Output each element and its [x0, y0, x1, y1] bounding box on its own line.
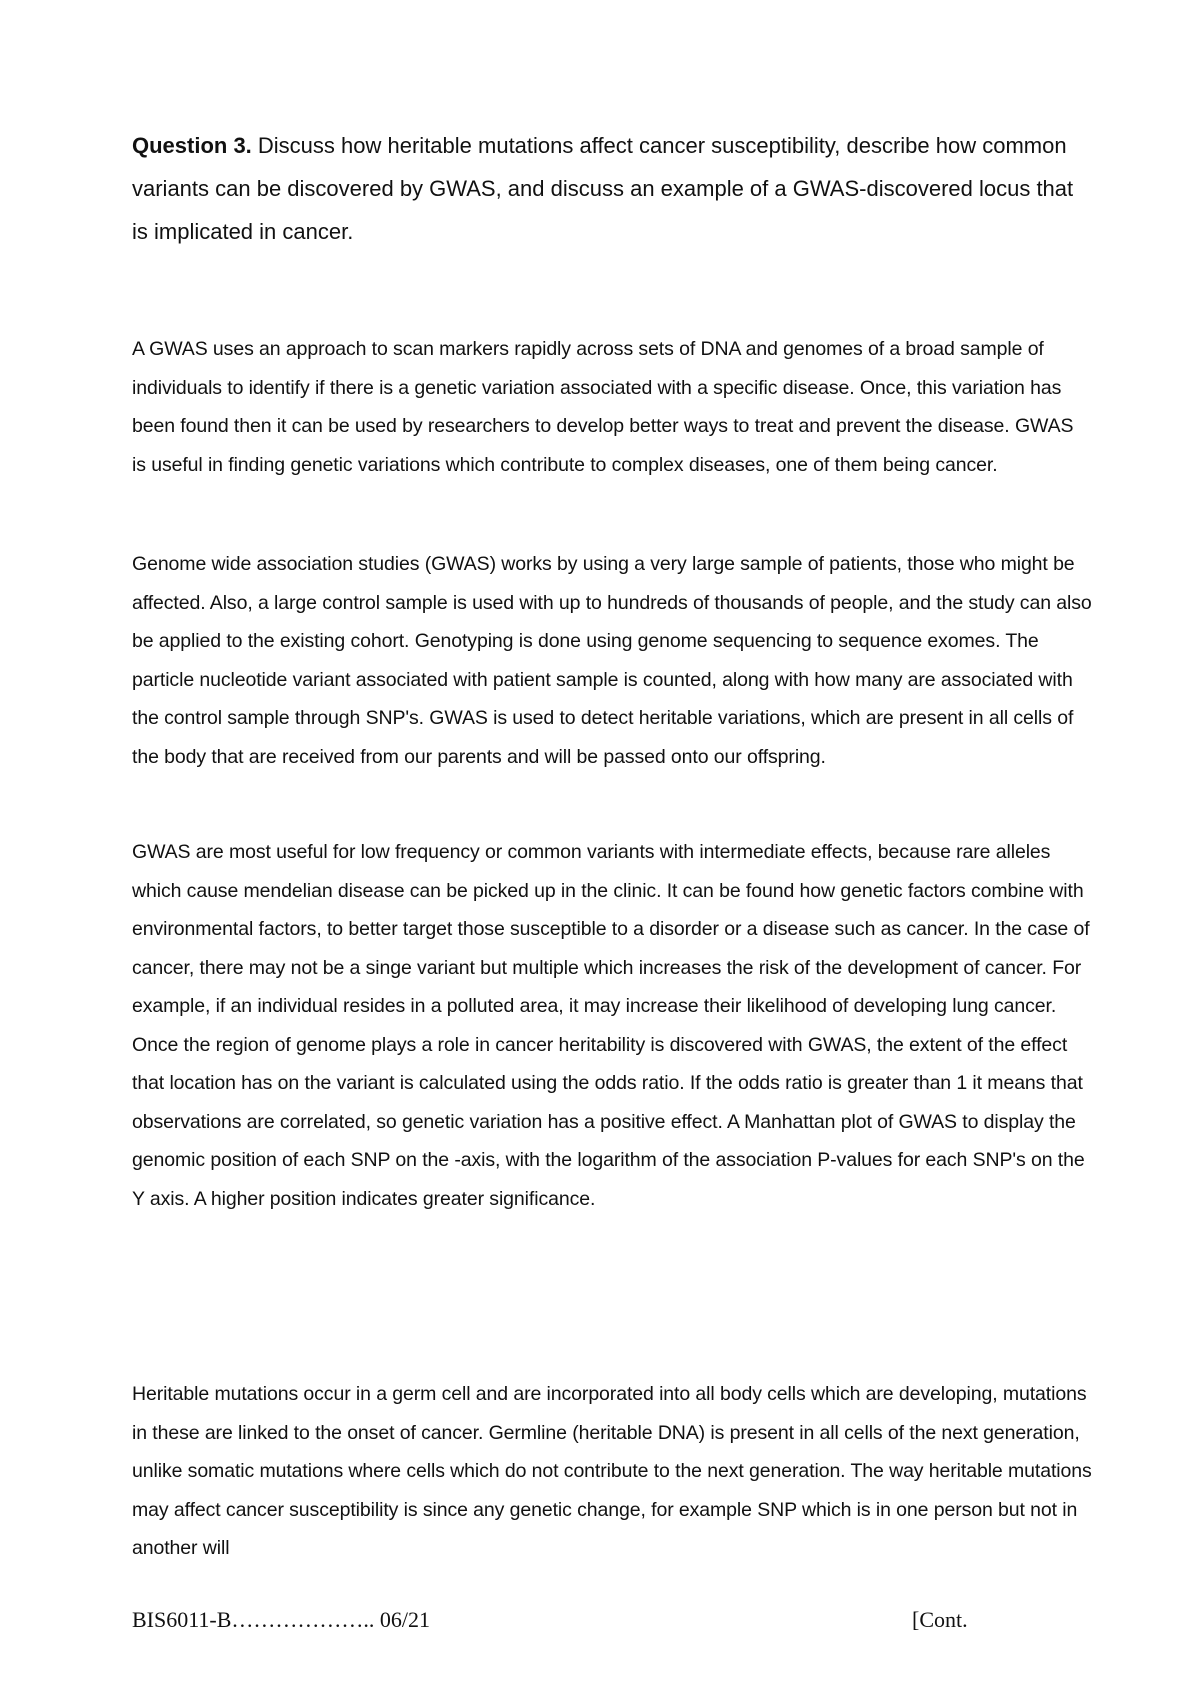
body-paragraph: A GWAS uses an approach to scan markers rapidly across sets of DNA and genomes of a broad sample of individuals to identify if there is a genetic variation associated with a specific disease. Once, this variation has been found then it can be used by researchers to develop better ways to treat and prevent the disease. GWAS is useful in finding genetic variations which contribute to complex diseases, one of them being cancer.	[132, 338, 1074, 476]
body-paragraph: Genome wide association studies (GWAS) works by using a very large sample of patients, those who might be affected. Also, a large control sample is used with up to hundreds of thousands of people, and the study can also be applied to the existing cohort. Genotyping is done using genome sequencing to sequence exomes. The particle nucleotide variant associated with patient sample is counted, along with how many are associated with the control sample through SNP's. GWAS is used to detect heritable variations, which are present in all cells of the body that are received from our parents and will be passed onto our offspring.	[132, 553, 1092, 768]
question-number: Question 3.	[132, 133, 252, 158]
question-text: Discuss how heritable mutations affect cancer susceptibility, describe how common variants can be discovered by GWAS, and discuss an example of a GWAS-discovered locus that is implicated in cancer.	[132, 133, 1074, 244]
module-code: BIS6011-B……………….. 06/21	[132, 1607, 431, 1632]
continued-marker: [Cont.	[912, 1607, 968, 1632]
body-paragraph: Heritable mutations occur in a germ cell and are incorporated into all body cells which are developing, mutations in these are linked to the onset of cancer. Germline (heritable DNA) is present in all cells of the next generation, unlike somatic mutations where cells which do not contribute to the next generation. The way heritable mutations may affect cancer susceptibility is since any genetic change, for example SNP which is in one person but not in another will	[132, 1383, 1092, 1559]
question-heading	[132, 124, 1082, 253]
body-paragraph: GWAS are most useful for low frequency or common variants with intermediate effects, because rare alleles which cause mendelian disease can be picked up in the clinic. It can be found how genetic factors combine with environmental factors, to better target those susceptible to a disorder or a disease such as cancer. In the case of cancer, there may not be a singe variant but multiple which increases the risk of the development of cancer. For example, if an individual resides in a polluted area, it may increase their likelihood of developing lung cancer. Once the region of genome plays a role in cancer heritability is discovered with GWAS, the extent of the effect that location has on the variant is calculated using the odds ratio. If the odds ratio is greater than 1 it means that observations are correlated, so genetic variation has a positive effect. A Manhattan plot of GWAS to display the genomic position of each SNP on the -axis, with the logarithm of the association P-values for each SNP's on the Y axis. A higher position indicates greater significance.	[132, 841, 1090, 1210]
